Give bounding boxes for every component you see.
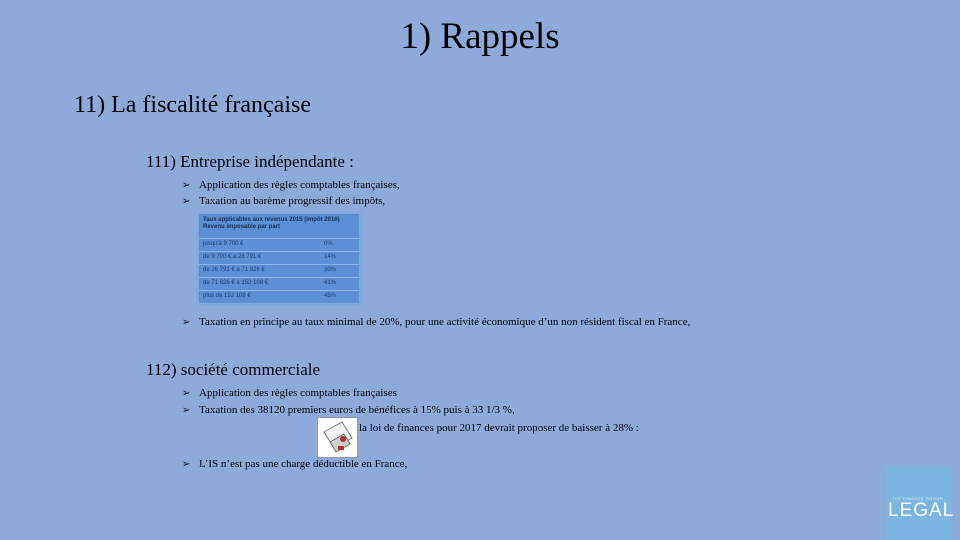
finance-law-note: la loi de finances pour 2017 devrait proposer de baisser à 28% : bbox=[359, 422, 639, 434]
slide-title: 1) Rappels bbox=[400, 16, 560, 57]
bullet-item: ➢ Application des règles comptables françaises bbox=[182, 387, 397, 399]
tax-table-header: Taux applicables aux revenus 2015 (impôt 2016) Revenu imposable par part bbox=[203, 217, 340, 230]
arrow-bullet-icon: ➢ bbox=[182, 196, 191, 207]
table-row: de 9 700 € à 26 791 € 14% bbox=[199, 251, 359, 263]
bullet-item: ➢ Taxation au barème progressif des impôts, bbox=[182, 195, 386, 207]
arrow-bullet-icon: ➢ bbox=[182, 405, 191, 416]
legal-logo bbox=[886, 466, 955, 540]
table-row: jusqu'à 9 700 € 0% bbox=[199, 238, 359, 250]
table-row: de 26 791 € à 71 826 € 30% bbox=[199, 264, 359, 276]
section-heading: 11) La fiscalité française bbox=[74, 92, 311, 118]
bullet-item: ➢ Taxation en principe au taux minimal de 20%, pour une activité économique d’un non résident fiscal en France, bbox=[182, 316, 691, 328]
arrow-bullet-icon: ➢ bbox=[182, 180, 191, 191]
entreprise-heading: 111) Entreprise indépendante : bbox=[146, 152, 354, 171]
bullet-item: ➢ Taxation des 38120 premiers euros de bénéfices à 15% puis à 33 1/3 %, bbox=[182, 404, 515, 416]
logo-text: LEGAL bbox=[888, 500, 955, 521]
arrow-bullet-icon: ➢ bbox=[182, 317, 191, 328]
logo-tagline: THE FINANCE GROUP bbox=[892, 496, 943, 501]
arrow-bullet-icon: ➢ bbox=[182, 459, 191, 470]
bullet-item: ➢ L’IS n’est pas une charge déductible en France, bbox=[182, 458, 408, 470]
societe-heading: 112) société commerciale bbox=[146, 360, 321, 379]
finance-law-illustration-icon bbox=[317, 417, 358, 458]
table-row: plus de 152 108 € 45% bbox=[199, 290, 359, 302]
arrow-bullet-icon: ➢ bbox=[182, 388, 191, 399]
tax-rate-table bbox=[197, 212, 361, 305]
table-row: de 71 826 € à 152 108 € 41% bbox=[199, 277, 359, 289]
bullet-item: ➢ Application des règles comptables françaises, bbox=[182, 179, 400, 191]
